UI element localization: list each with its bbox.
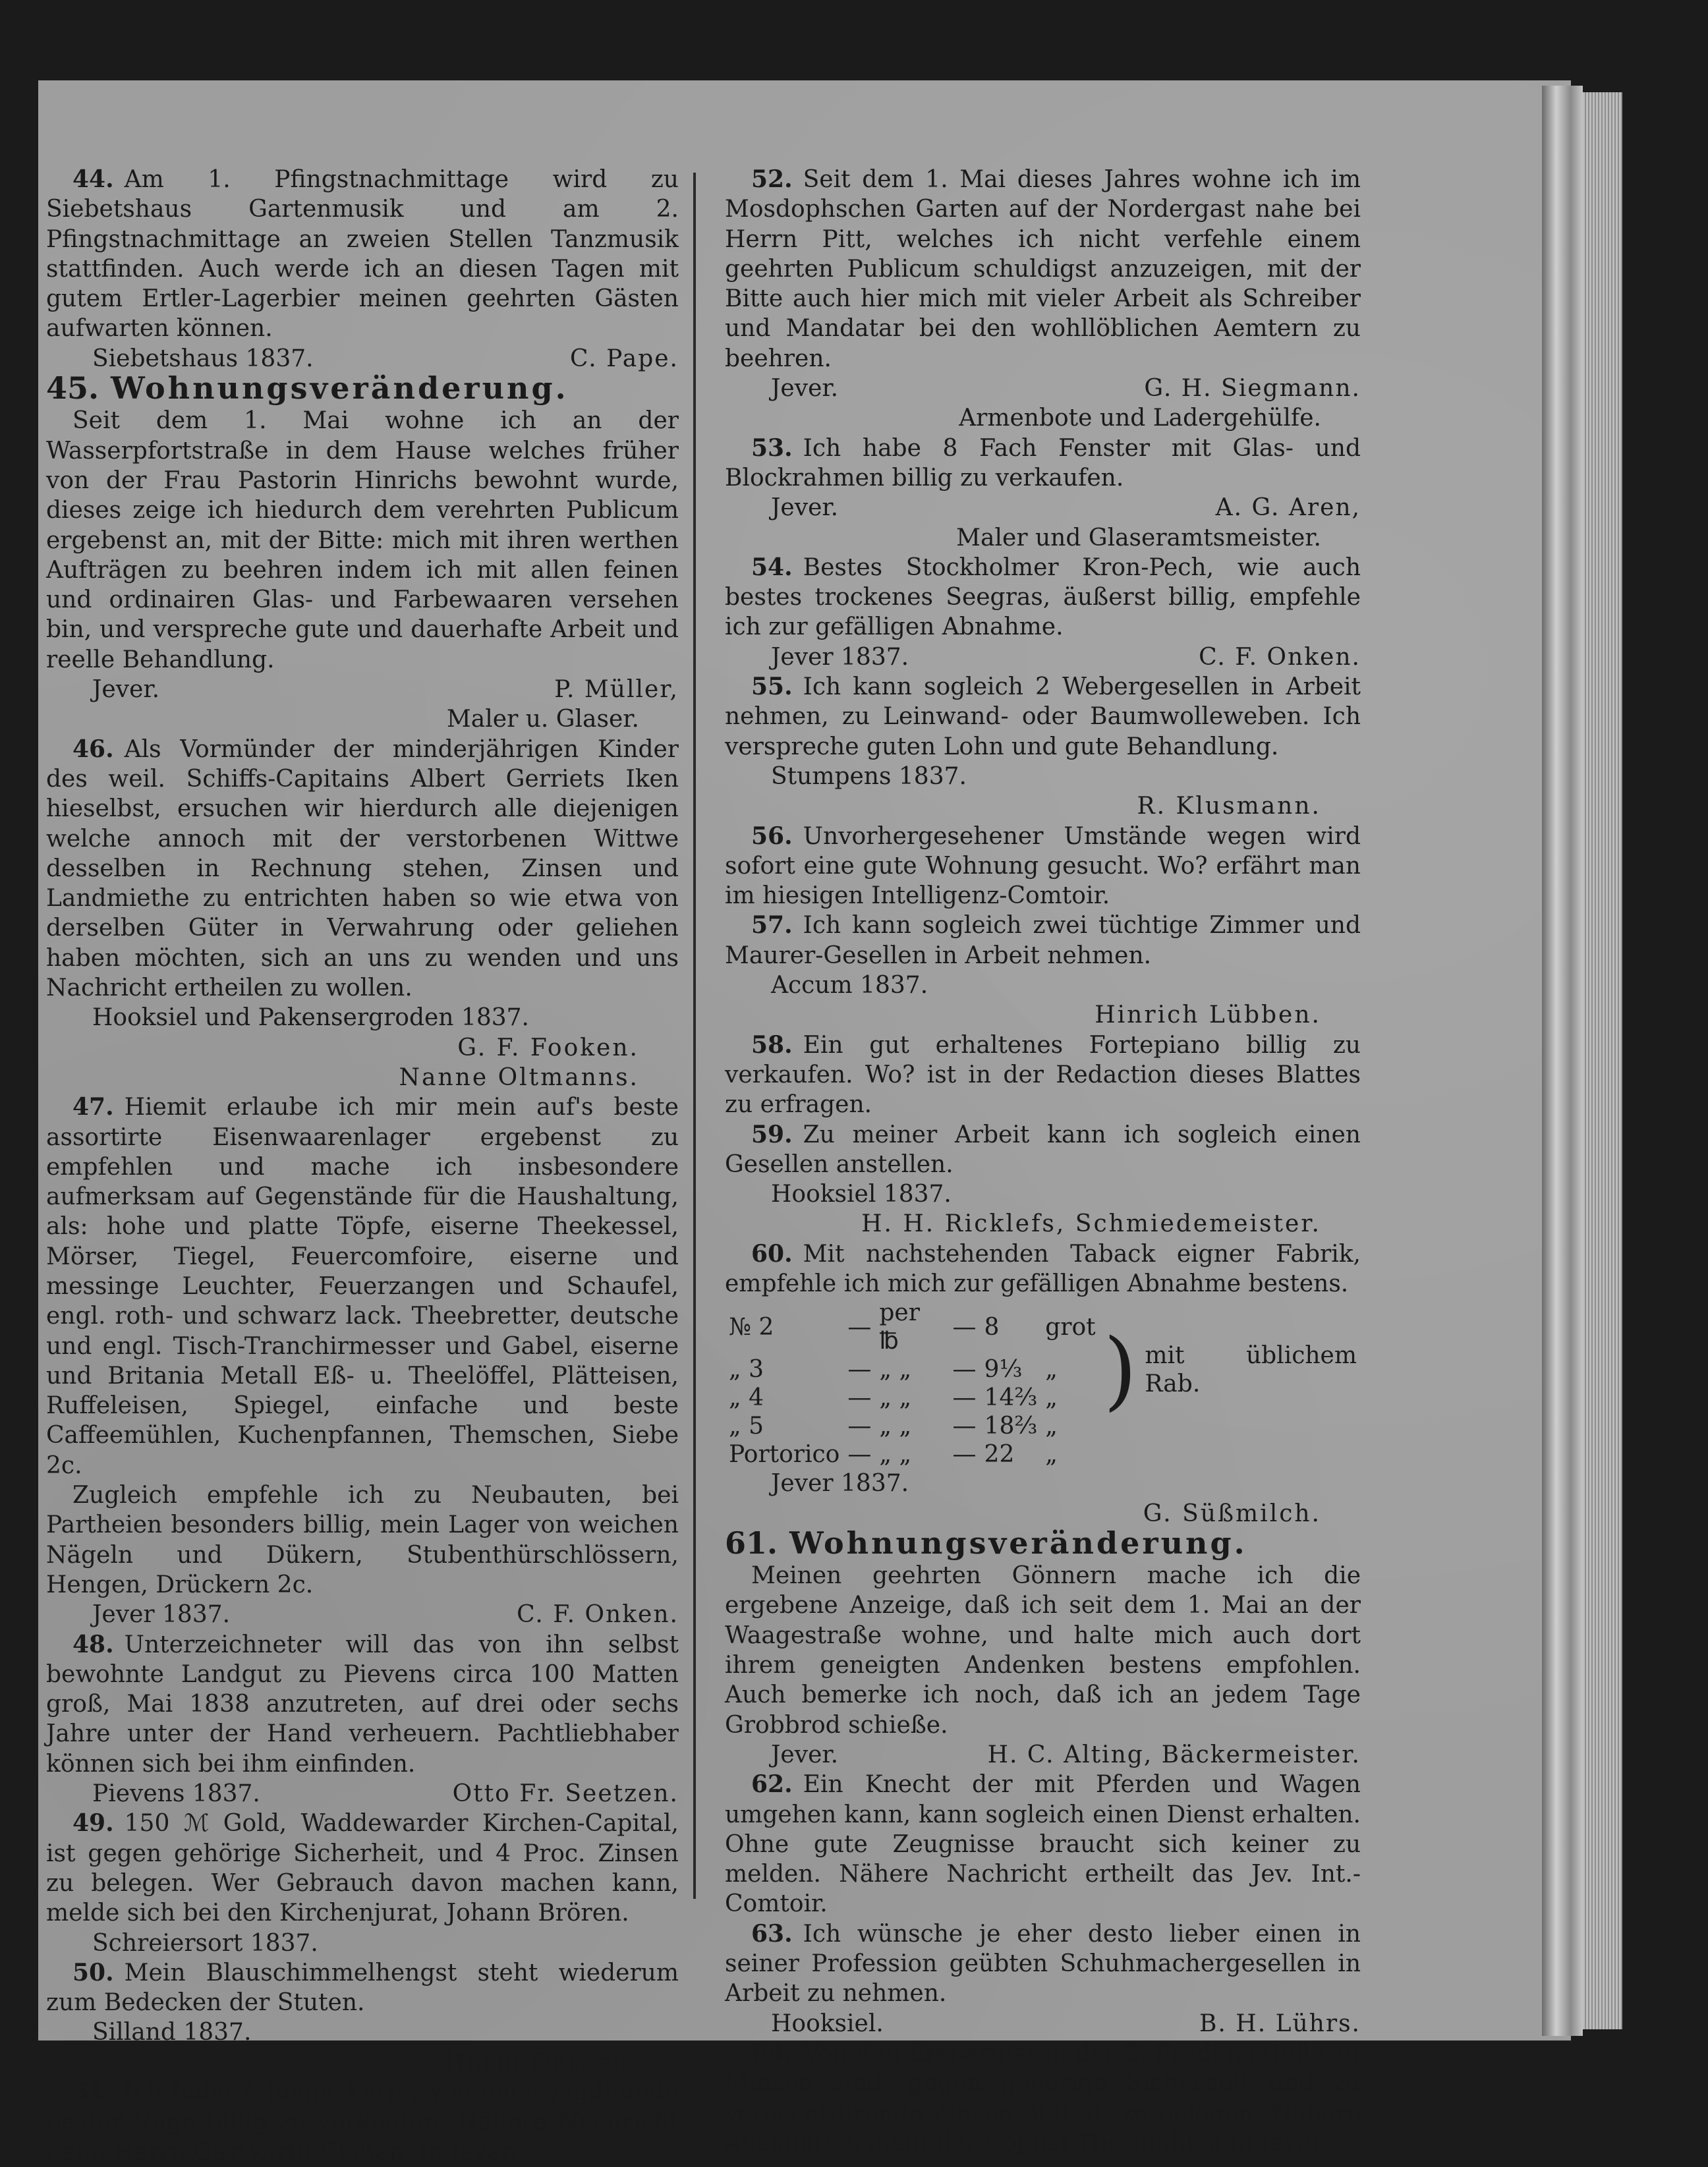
notice-signature: A. G. Aren,: [1215, 494, 1361, 522]
notice-heading: Wohnungsveränderung.: [789, 1525, 1247, 1561]
table-cell: „: [1045, 1356, 1058, 1384]
notice-place: Jever 1837.: [771, 1470, 909, 1498]
tobacco-price-table: [725, 1299, 1361, 1469]
column-divider: [693, 173, 696, 1899]
notice-number: 55.: [751, 673, 793, 701]
notice-text: Am 1. Pfingstnachmittage wird zu Siebetshaus Gartenmusik und am 2. Pfingstnachmittage an zweien Stellen Tanzmusik stattfinden. Auch werde ich an diesen Tagen mit gutem Ertler-Lagerbier meinen geehrten Gästen aufwarten können.: [46, 166, 679, 343]
notice-signature-2: Nanne Oltmanns.: [399, 1063, 639, 1091]
table-cell: „ „: [879, 1384, 912, 1412]
right-column: [725, 165, 1361, 2158]
notice-place: Stumpens 1837.: [771, 762, 967, 790]
notice-text: Unterzeichneter will das von ihn selbst bewohnte Landgut zu Pievens circa 100 Matten groß, Mai 1838 anzutreten, auf drei oder sechs Jahre unter der Hand verheuern. Pachtliebhaber können sich bei ihm einfinden.: [46, 1631, 679, 1778]
notice-number: 58.: [751, 1030, 793, 1059]
notice-text: Ich habe 4 junge Karn-, wie auch Jagdhunde bester Rage billig zu verkaufen. Nähere Nachricht beim Herrn Gastwirth Claßen, in Jever.: [46, 2079, 679, 2166]
table-cell: 8: [984, 1313, 1000, 1341]
notice-49: [46, 1809, 679, 1957]
notice-signature: G. F. Fooken.: [457, 1034, 639, 1061]
notice-signature-title: Maler u. Glaser.: [446, 706, 639, 733]
discount-note: mit üblichem Rab.: [1145, 1341, 1357, 1397]
notice-place: Jever.: [771, 1741, 839, 1768]
bracket-glyph: ): [1103, 1319, 1137, 1420]
table-row: [725, 1299, 1361, 1355]
table-cell: Portorico: [729, 1441, 840, 1469]
notice-51: [46, 2077, 679, 2167]
notice-number: 54.: [751, 553, 793, 581]
notice-signature: G. Süßmilch.: [1143, 1500, 1321, 1527]
notice-number: 50.: [72, 1958, 114, 1986]
notice-number: 57.: [751, 911, 793, 940]
notice-number: 51.: [72, 2078, 114, 2106]
table-cell: 22: [984, 1441, 1015, 1469]
notice-place: Accum 1837.: [771, 972, 928, 999]
notice-heading: Wohnungsveränderung.: [111, 370, 569, 407]
notice-53: [725, 434, 1361, 553]
notice-text: Ich wünsche je eher desto lieber einen in seiner Profession geübten Schuhmachergesellen in Arbeit zu nehmen.: [725, 1920, 1361, 2008]
notice-text: 150 ℳ Gold, Waddewarder Kirchen-Capital, ist gegen gehörige Sicherheit, und 4 Proc. Zinsen zu belegen. Wer Gebrauch davon machen kann, melde sich bei den Kirchenjurat, Johann Brören.: [46, 1810, 679, 1927]
notice-place: Jever 1837.: [771, 643, 909, 671]
notice-number: 62.: [751, 1770, 793, 1799]
table-cell: —: [847, 1356, 872, 1384]
notice-number: 48.: [72, 1630, 114, 1658]
notice-number: 64.: [751, 2039, 793, 2067]
notice-58: [725, 1030, 1361, 1120]
notice-number: 61.: [725, 1525, 778, 1561]
notice-place: Jever.: [92, 676, 160, 704]
notice-text: Von den Ersparnissen der 2. Predigerstelle zu Minsen sind, gegen gehörige Sicherheit und zu veraccordirende Zinsen 500 ℳ, zu belegen. Nähere Auskunft ertheilt der Copiist Thormählen in Jever.: [725, 2039, 1361, 2156]
table-cell: № 2: [729, 1313, 774, 1341]
notice-signature: Otto Fr. Seetzen.: [452, 1780, 679, 1808]
table-cell: —: [847, 1441, 872, 1469]
notice-signature: C. Pape.: [569, 345, 679, 372]
notice-text: Mein Blauschimmelhengst steht wiederum zum Bedecken der Stuten.: [46, 1959, 679, 2017]
notice-text: Seit dem 1. Mai dieses Jahres wohne ich im Mosdophschen Garten auf der Nordergast nahe bei Herrn Pitt, welches ich nicht verfehle einem geehrten Publicum schuldigst anzuzeigen, mit der Bitte auch hier mich mit vieler Arbeit als Schreiber und Mandatar bei den wohllöblichen Aemtern zu beehren.: [725, 166, 1361, 372]
notice-signature: H. H. Ricklefs, Schmiedemeister.: [861, 1210, 1321, 1238]
notice-54: [725, 553, 1361, 672]
table-cell: 18⅔: [984, 1413, 1038, 1440]
notice-number: 53.: [751, 434, 793, 462]
notice-signature: G. H. Siegmann.: [1144, 375, 1361, 403]
table-cell: —: [952, 1441, 977, 1469]
table-cell: 14⅔: [984, 1384, 1038, 1412]
table-cell: —: [952, 1356, 977, 1384]
page-edge: [1542, 86, 1583, 2036]
notice-number: 56.: [751, 822, 793, 850]
book-edge: [1583, 92, 1622, 2029]
table-cell: grot: [1045, 1313, 1096, 1341]
notice-signature: R. Klusmann.: [1137, 793, 1321, 820]
notice-signature-title: Maler und Glaseramtsmeister.: [956, 524, 1321, 551]
notice-place: Siebetshaus 1837.: [92, 345, 314, 372]
notice-text: Seit dem 1. Mai wohne ich an der Wasserpfortstraße in dem Hause welches früher von der Frau Pastorin Hinrichs bewohnt wurde, dieses zeige ich hiedurch dem verehrten Publicum ergebenst an, mit der Bitte: mich mit ihren werthen Aufträgen zu beehren indem ich mit allen feinen und ordinairen Glas- und Farbewaaren versehen bin, und verspreche gute und dauerhafte Arbeit und reelle Behandlung.: [46, 407, 679, 673]
notice-number: 46.: [72, 735, 114, 763]
left-column: [46, 165, 679, 2167]
table-cell: „ 4: [729, 1384, 764, 1412]
notice-number: 59.: [751, 1120, 793, 1148]
table-cell: —: [952, 1384, 977, 1412]
notice-place: Jever.: [771, 494, 839, 522]
table-row: [725, 1440, 1361, 1469]
table-cell: „ „: [879, 1441, 912, 1469]
notice-number: 44.: [72, 165, 114, 193]
notice-signature-title: Armenbote und Ladergehülfe.: [959, 405, 1321, 432]
notice-50: [46, 1958, 679, 2077]
notice-place: Hooksiel.: [771, 2010, 884, 2037]
notice-text: Ein gut erhaltenes Fortepiano billig zu verkaufen. Wo? ist in der Redaction dieses Blattes zu erfragen.: [725, 1031, 1361, 1119]
table-cell: „ „: [879, 1413, 912, 1440]
notice-signature: P. Müller,: [554, 676, 679, 704]
notice-44: [46, 165, 679, 374]
notice-number: 63.: [751, 1919, 793, 1948]
notice-64: [725, 2039, 1361, 2158]
notice-62: [725, 1770, 1361, 1919]
notice-52: [725, 165, 1361, 434]
notice-place: Jever.: [771, 375, 839, 403]
notice-45: [46, 370, 679, 735]
notice-place: Silland 1837.: [92, 2019, 252, 2046]
notice-59: [725, 1120, 1361, 1239]
table-cell: 9⅓: [984, 1356, 1023, 1384]
table-cell: —: [952, 1413, 977, 1440]
table-cell: „: [1045, 1441, 1058, 1469]
notice-place: Hooksiel 1837.: [771, 1181, 952, 1208]
notice-57: [725, 911, 1361, 1030]
notice-text: Mit nachstehenden Taback eigner Fabrik, empfehle ich mich zur gefälligen Abnahme bestens.: [725, 1240, 1361, 1297]
notice-text: Meinen geehrten Gönnern mache ich die ergebene Anzeige, daß ich seit dem 1. Mai an der Waagestraße wohne, und halte mich auch dort ihrem geneigten Andenken bestens empfohlen. Auch bemerke ich noch, daß ich an jedem Tage Grobbrod schieße.: [725, 1562, 1361, 1739]
notice-text: Bestes Stockholmer Kron-Pech, wie auch bestes trockenes Seegras, äußerst billig, empfehle ich zur gefälligen Abnahme.: [725, 553, 1361, 641]
table-cell: „: [1045, 1413, 1058, 1440]
notice-text: Als Vormünder der minderjährigen Kinder des weil. Schiffs-Capitains Albert Gerriets Iken hieselbst, ersuchen wir hierdurch alle diejenigen welche annoch mit der verstorbenen Wittwe desselben in Rechnung stehen, Zinsen und Landmiethe zu entrichten haben so wie etwa von derselben Güter in Verwahrung oder geliehen haben möchten, sich an uns zu wenden und uns Nachricht ertheilen zu wollen.: [46, 735, 679, 1002]
table-cell: „ „: [879, 1356, 912, 1384]
notice-place: Jever 1837.: [92, 1601, 231, 1629]
notice-47: [46, 1092, 679, 1629]
notice-text: Hiemit erlaube ich mir mein auf's beste assortirte Eisenwaarenlager ergebenst zu empfehlen und mache ich insbesondere aufmerksam auf Gegenstände für die Haushaltung, als: hohe und platte Töpfe, eiserne Theekessel, Mörser, Tiegel, Feuercomfoire, eiserne und messinge Leuchter, Feuerzangen und Schaufel, engl. roth- und schwarz lack. Theebretter, deutsche und engl. Tisch-Tranchirmesser und Gabel, eiserne und Britania Metall Eß- u. Theelöffel, Plätteisen, Ruffeleisen, Spiegel, einfache und beste Caffeemühlen, Kuchenpfannen, Themschen, Siebe 2c.: [46, 1094, 679, 1479]
notice-text: Ich kann sogleich 2 Webergesellen in Arbeit nehmen, zu Leinwand- oder Baumwolleweben. Ich verspreche guten Lohn und gute Behandlung.: [725, 673, 1361, 760]
notice-text: Ein Knecht der mit Pferden und Wagen umgehen kann, kann sogleich einen Dienst erhalten. Ohne gute Zeugnisse braucht sich keiner zu melden. Nähere Nachricht ertheilt das Jev. Int.-Comtoir.: [725, 1771, 1361, 1918]
table-cell: —: [952, 1313, 977, 1341]
notice-place: Pievens 1837.: [92, 1780, 260, 1808]
notice-signature: Hinrich Lübben.: [1095, 1001, 1321, 1029]
table-cell: „: [1045, 1384, 1058, 1412]
notice-48: [46, 1630, 679, 1809]
notice-number: 52.: [751, 165, 793, 193]
notice-55: [725, 672, 1361, 821]
notice-text: Ich habe 8 Fach Fenster mit Glas- und Blockrahmen billig zu verkaufen.: [725, 434, 1361, 492]
notice-56: [725, 822, 1361, 911]
notice-number: 60.: [751, 1239, 793, 1268]
notice-number: 45.: [46, 370, 100, 407]
notice-number: 47.: [72, 1093, 114, 1121]
notice-signature: Harm Oetken.: [445, 2048, 639, 2076]
notice-text: Zu meiner Arbeit kann ich sogleich einen Gesellen anstellen.: [725, 1121, 1361, 1178]
table-cell: „ 5: [729, 1413, 764, 1440]
notice-number: 49.: [72, 1809, 114, 1838]
notice-46: [46, 735, 679, 1093]
table-cell: „ 3: [729, 1356, 764, 1384]
table-cell: —: [847, 1384, 872, 1412]
notice-place: Schreiersort 1837.: [92, 1929, 318, 1957]
notice-63: [725, 1919, 1361, 2039]
notice-signature: H. C. Alting, Bäckermeister.: [987, 1741, 1361, 1768]
table-cell: per ℔: [879, 1299, 920, 1355]
notice-61: [725, 1525, 1361, 1770]
notice-signature: C. F. Onken.: [517, 1601, 679, 1629]
notice-signature: B. H. Lührs.: [1199, 2010, 1361, 2037]
notice-text: Unvorhergesehener Umstände wegen wird sofort eine gute Wohnung gesucht. Wo? erfährt man im hiesigen Intelligenz-Comtoir.: [725, 822, 1361, 910]
notice-60: [725, 1239, 1361, 1529]
notice-signature: C. F. Onken.: [1199, 643, 1361, 671]
notice-text-2: Zugleich empfehle ich zu Neubauten, bei Partheien besonders billig, mein Lager von weichen Nägeln und Dükern, Stubenthürschlössern, Hengen, Drückern 2c.: [46, 1482, 679, 1598]
table-cell: —: [847, 1413, 872, 1440]
table-cell: —: [847, 1313, 872, 1341]
notice-place: Hooksiel und Pakensergroden 1837.: [92, 1004, 529, 1032]
notice-text: Ich kann sogleich zwei tüchtige Zimmer und Maurer-Gesellen in Arbeit nehmen.: [725, 912, 1361, 969]
